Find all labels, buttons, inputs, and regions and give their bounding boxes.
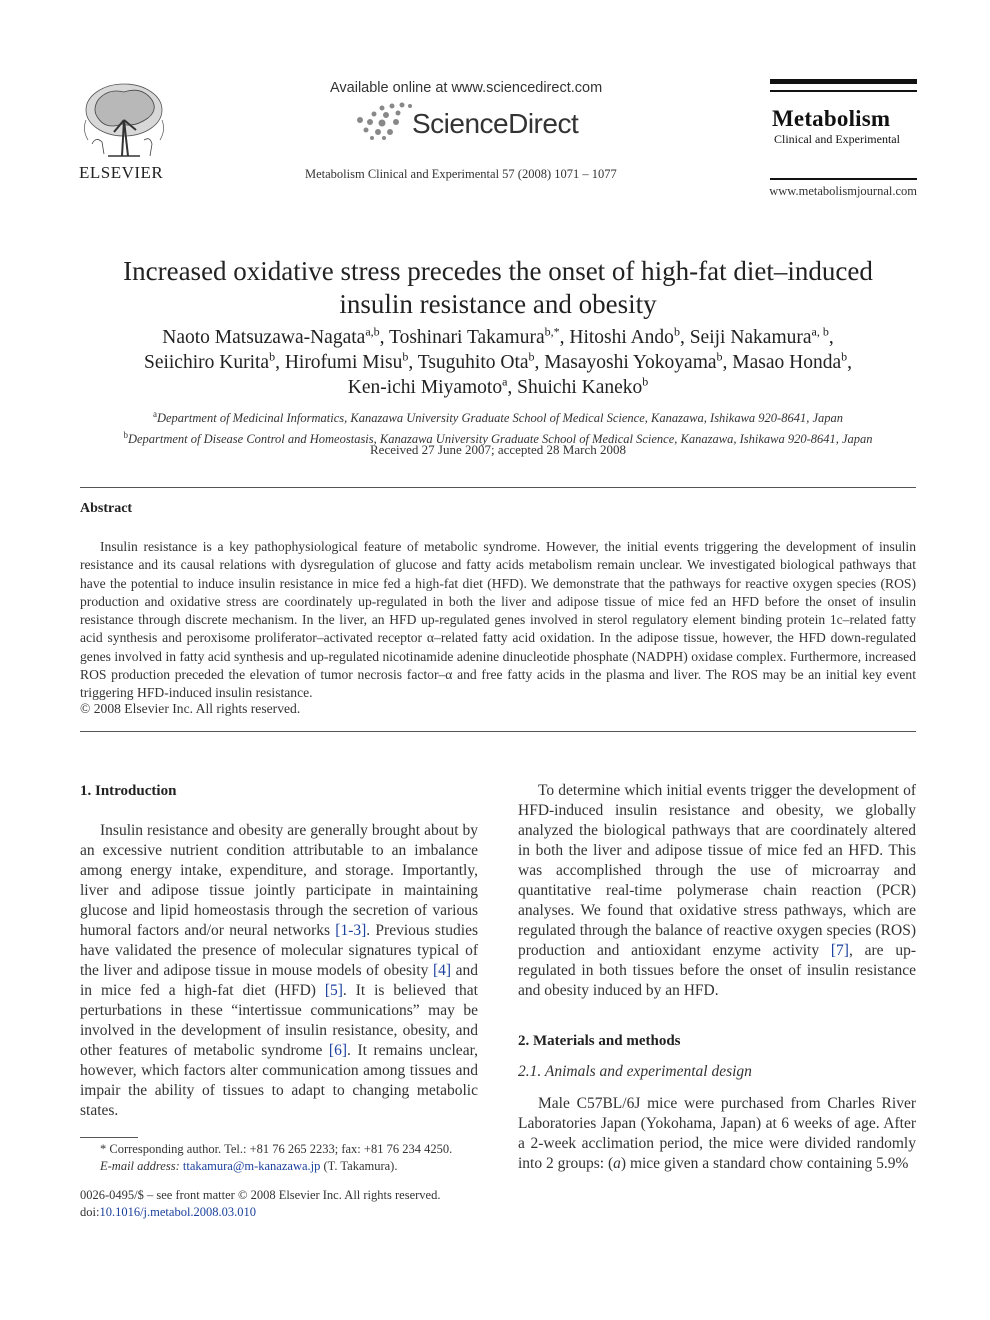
citation-link[interactable]: [7] [830, 942, 849, 959]
article-title [80, 255, 916, 321]
publisher-wordmark: ELSEVIER [79, 163, 164, 182]
abstract-copyright: © 2008 Elsevier Inc. All rights reserved. [80, 701, 301, 716]
text-span: To determine which initial events trigger the development of HFD-induced insulin resistance and obesity, we globally analyzed the biological pathways that are coordinately altered in both the liver and adipose tissue of mice fed an HFD. This was accomplished through the use of microarray and quantitative real-time polymerase chain reaction (PCR) analyses. We found that oxidative stress pathways, which are regulated through the balance of reactive oxygen species (ROS) production and antioxidant enzyme activity [518, 782, 916, 959]
subsection-heading: 2.1. Animals and experimental design [518, 1063, 752, 1080]
author-affil-mark: b [673, 324, 680, 339]
author-separator: , [507, 377, 518, 398]
citation-link[interactable]: [5] [324, 982, 343, 999]
available-online-text: Available online at www.sciencedirect.com [330, 80, 603, 96]
doi-link[interactable]: 10.1016/j.metabol.2008.03.010 [99, 1205, 257, 1219]
author-name: Hitoshi Ando [569, 327, 674, 348]
text-span: . It remains unclear, however, which factors alter communication among tissues and impair the ability of tissues to adapt to changing metabolic states. [80, 1042, 478, 1119]
abstract-text: Insulin resistance is a key pathophysiological feature of metabolic syndrome. However, the initial events triggering the development of insulin resistance and its causal relations with dysregulation of glucose and fatty acids metabolism remain unclear. We investigated biological pathways that have the potential to induce insulin resistance in mice fed a high-fat diet (HFD). We demonstrate that the pathways for reactive oxygen species (ROS) production and oxidative stress are coordinately up-regulated in both the liver and adipose tissue of mice fed an HFD before the onset of insulin resistance through discrete mechanism. In the liver, an HFD up-regulated genes involved in sterol regulatory element binding protein 1c–related fatty acid synthesis and peroxisome proliferator–activated receptor α–related fatty acid oxidation. In the adipose tissue, however, the HFD down-regulated genes involved in fatty acid synthesis and up-regulated nicotinamide adenine dinucleotide phosphate (NADPH) oxidase complex. Furthermore, increased ROS production preceded the elevation of tumor necrosis factor–α and free fatty acids in the plasma and liver. The ROS may be an initial key event triggering HFD-induced insulin resistance. [80, 539, 916, 701]
author-name: Seiichiro Kurita [143, 352, 270, 373]
title-line-2: insulin resistance and obesity [339, 289, 657, 319]
author-line-2 [80, 350, 916, 375]
author-affil-mark: b [528, 349, 535, 364]
abstract-rule-bottom [80, 731, 916, 732]
author-line-1 [80, 325, 916, 350]
author-name: Tsuguhito Ota [417, 352, 529, 373]
journal-url[interactable]: www.metabolismjournal.com [769, 184, 917, 198]
journal-subtitle: Clinical and Experimental [774, 132, 900, 146]
paragraph-aims [518, 781, 916, 1001]
author-name: Hirofumi Misu [284, 352, 403, 373]
author-name: Seiji Nakamura [689, 327, 812, 348]
author-name: Shuichi Kaneko [517, 377, 643, 398]
affiliation-a [80, 406, 916, 427]
masthead-rule-bottom [770, 178, 917, 180]
journal-citation: Metabolism Clinical and Experimental 57 (2008) 1071 – 1077 [305, 167, 617, 181]
italic-span: a [613, 1155, 621, 1172]
abstract-body [80, 538, 916, 703]
author-affil-mark: b [269, 349, 276, 364]
received-dates: Received 27 June 2007; accepted 28 March 2008 [370, 442, 626, 457]
issn-line: 0026-0495/$ – see front matter © 2008 Elsevier Inc. All rights reserved. [80, 1188, 441, 1202]
author-name: Naoto Matsuzawa-Nagata [162, 327, 366, 348]
affiliation-text: Department of Medicinal Informatics, Kanazawa University Graduate School of Medical Science, Kanazawa, Ishikawa 920-8641, Japan [156, 411, 844, 426]
email-link[interactable]: ttakamura@m-kanazawa.jp [182, 1159, 321, 1173]
author-affil-mark: b,* [544, 324, 560, 339]
sciencedirect-wordmark[interactable]: ScienceDirect [412, 108, 579, 139]
email-suffix: (T. Takamura). [320, 1159, 398, 1173]
abstract-rule-top [80, 487, 916, 488]
author-separator: , [559, 327, 570, 348]
author-list [80, 325, 916, 400]
corresponding-author: * Corresponding author. Tel.: +81 76 265 2233; fax: +81 76 234 4250. [100, 1142, 453, 1156]
author-separator: , [408, 352, 418, 373]
author-affil-mark: b [402, 349, 409, 364]
text-span: , are up-regulated in both tissues before the onset of insulin resistance and obesity induced by an HFD. [518, 942, 916, 999]
paragraph-animals [518, 1094, 916, 1174]
masthead-rule-mid [770, 90, 917, 92]
footnote-rule [80, 1137, 138, 1138]
text-span: ) mice given a standard chow containing 5.9% [620, 1155, 909, 1172]
affiliation-text: Department of Disease Control and Homeostasis, Kanazawa University Graduate School of Medical Science, Kanazawa, Ishikawa 920-8641, Japan [127, 432, 873, 447]
author-separator: , [534, 352, 545, 373]
journal-name: Metabolism [772, 106, 891, 131]
author-name: Masayoshi Yokoyama [544, 352, 717, 373]
author-separator: , [679, 327, 690, 348]
methods-heading: 2. Materials and methods [518, 1033, 681, 1049]
author-separator: , [275, 352, 285, 373]
author-affil-mark: a, b [811, 324, 829, 339]
masthead-rule-top [770, 79, 917, 84]
email-label: E-mail address: [100, 1159, 180, 1173]
author-separator: , [722, 352, 733, 373]
author-separator: , [847, 352, 853, 373]
text-span: . It is believed that perturbations in these “intertissue communications” may be involved in the development of insulin resistance, obesity, and other features of metabolic syndrome [80, 982, 478, 1059]
email-line [80, 1158, 480, 1175]
text-span: Male C57BL/6J mice were purchased from Charles River Laboratories Japan (Yokohama, Japan) at 6 weeks of age. After a 2-week acclimation period, the mice were divided randomly into 2 groups: ( [518, 1095, 916, 1172]
author-affil-mark: b [841, 349, 848, 364]
sciencedirect-dots-icon [352, 102, 414, 140]
doi-label: doi: [80, 1205, 100, 1219]
right-column [518, 781, 916, 1174]
author-affil-mark: b [642, 374, 649, 389]
author-name: Ken-ichi Miyamoto [347, 377, 503, 398]
author-affil-mark: a,b [365, 324, 380, 339]
citation-link[interactable]: [4] [432, 962, 452, 979]
abstract-heading: Abstract [80, 501, 133, 516]
author-name: Toshinari Takamura [389, 327, 545, 348]
author-separator: , [379, 327, 390, 348]
title-line-1: Increased oxidative stress precedes the onset of high-fat diet–induced [123, 256, 873, 286]
introduction-heading: 1. Introduction [80, 783, 177, 799]
text-span: . Previous studies have validated the presence of molecular signatures typical of the liver and adipose tissue in mouse models of obesity [80, 922, 478, 979]
author-name: Masao Honda [732, 352, 842, 373]
author-line-3 [80, 375, 916, 400]
doi-line [80, 1204, 500, 1221]
author-separator: , [828, 327, 834, 348]
citation-link[interactable]: [1-3] [335, 922, 367, 939]
text-span: and in mice fed a high-fat diet (HFD) [80, 962, 479, 999]
author-affil-mark: a [502, 374, 508, 389]
left-column [80, 781, 478, 1121]
author-affil-mark: b [716, 349, 723, 364]
affiliation-mark: b [123, 430, 128, 441]
citation-link[interactable]: [6] [328, 1042, 347, 1059]
affiliation-mark: a [152, 409, 157, 419]
text-span: Insulin resistance and obesity are generally brought about by an excessive nutrient condition attributable to an imbalance among energy intake, expenditure, and storage. Importantly, liver and adipose tissue jointly participate in maintaining glucose and lipid homeostasis through the secretion of various humoral factors and/or neural networks [80, 822, 478, 939]
introduction-paragraph [80, 821, 478, 1121]
front-matter [80, 1187, 500, 1221]
footnote [80, 1141, 480, 1175]
